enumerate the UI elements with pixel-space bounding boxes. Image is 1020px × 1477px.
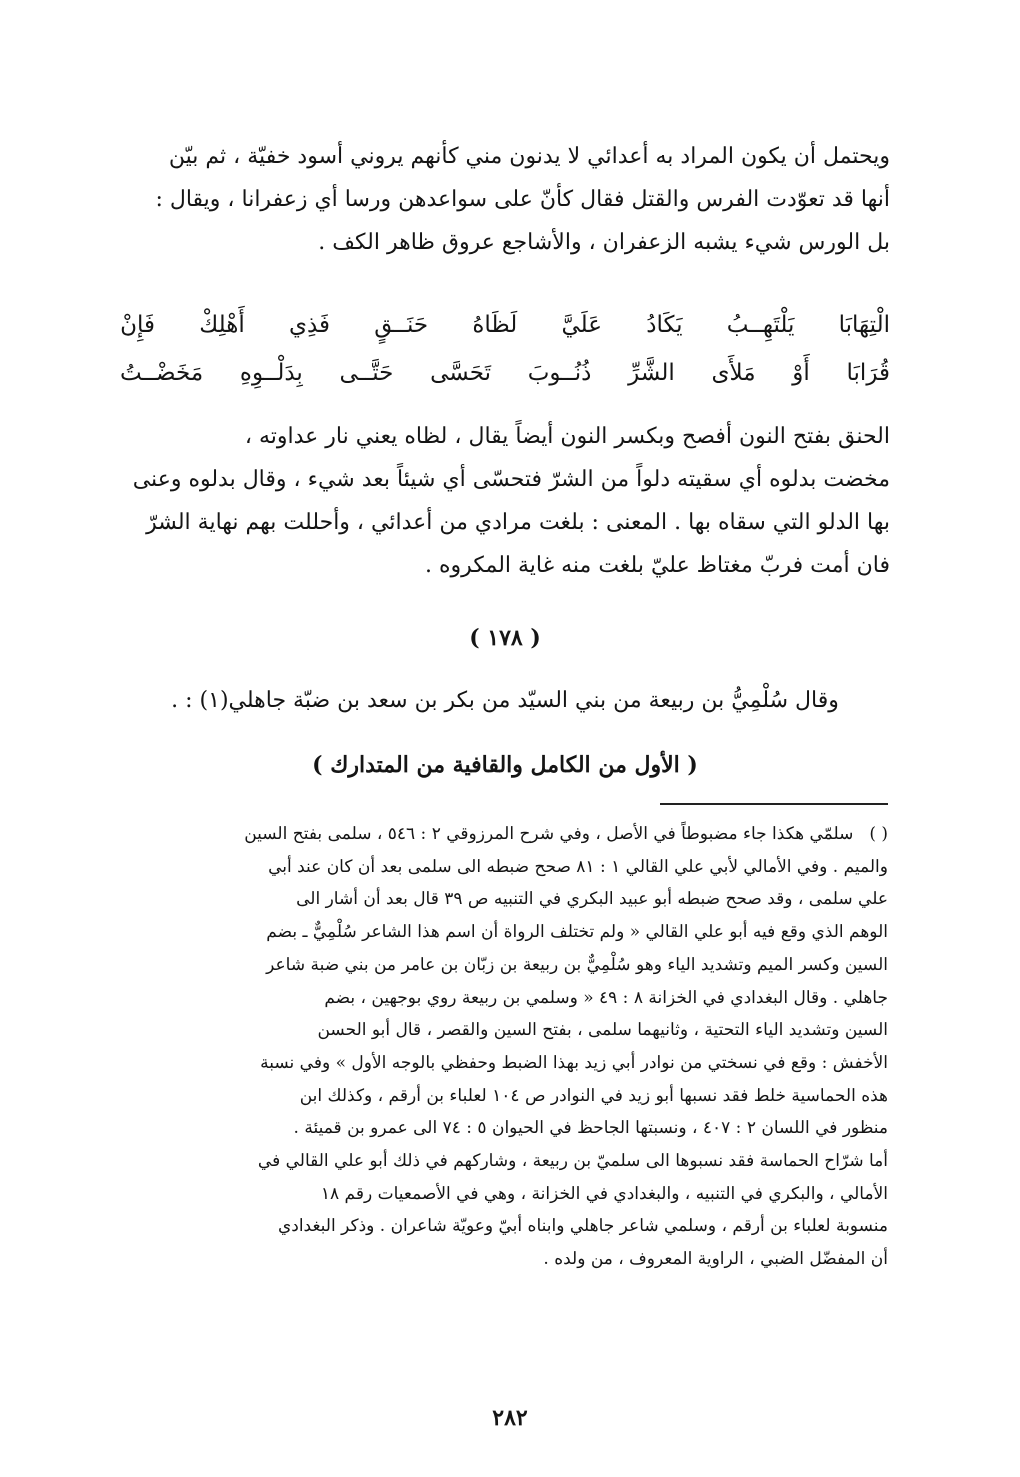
- verse-word: حَنَــقٍ: [374, 312, 429, 338]
- intro-paragraph: [120, 135, 890, 264]
- footnote-marker: ( ): [869, 824, 888, 844]
- page-number: ٢٨٢: [492, 1405, 528, 1431]
- text-line: أنها قد تعوّدت الفرس والقتل فقال كأنّ على سواعدهن ورسا أي زعفرانا ، ويقال :: [155, 187, 890, 212]
- footnote-line: أما شرّاح الحماسة فقد نسبوها الى سلميّ بن ربيعة ، وشاركهم في ذلك أبو علي القالي في: [257, 1151, 888, 1172]
- verse-word: الْتِهَابَا: [838, 312, 890, 338]
- text-line: ويحتمل أن يكون المراد به أعدائي لا يدنون مني كأنهم يروني أسود خفيّة ، ثم بيّن: [168, 144, 890, 169]
- verse-word: أَهْلِكْ: [199, 312, 245, 338]
- footnote-line: منسوبة لعلباء بن أرقم ، وسلمي شاعر جاهلي وابناه أبيّ وعويّة شاعران . وذكر البغدادي: [277, 1216, 888, 1237]
- verse-line-2: [120, 348, 890, 398]
- verse-word: الشَّرِّ: [628, 360, 675, 386]
- poem-number: ( ١٧٨ ): [469, 625, 541, 651]
- footnote-line: السين وكسر الميم وتشديد الياء وهو سُلْمِيٌّ بن ربيعة بن زبّان بن عامر من بني ضبة شاعر: [266, 954, 888, 975]
- footnote-line: الأخفش : وقع في نسختي من نوادر أبي زيد بهذا الضبط وحفظي بالوجه الأول » وفي نسبة: [260, 1052, 888, 1073]
- verse-word: قُرَابَا: [846, 360, 890, 386]
- verse-word: ذُنُــوبَ: [527, 360, 592, 386]
- footnote-line: الأمالي ، والبكري في التنبيه ، والبغدادي في الخزانة ، وهي في الأصمعيات رقم ١٨: [320, 1183, 888, 1204]
- verse-word: لَظَاهُ: [472, 312, 518, 338]
- footnote-line: الوهم الذي وقع فيه أبو علي القالي « ولم تختلف الرواة أن اسم هذا الشاعر سُلْمِيٌّ ـ بضم: [266, 922, 888, 943]
- text-line: بها الدلو التي سقاه بها . المعنى : بلغت مرادي من أعدائي ، وأحللت بهم نهاية الشرّ: [146, 510, 890, 535]
- commentary-paragraph: [120, 415, 890, 587]
- footnote-line: علي سلمى ، وقد صحح ضبطه أبو عبيد البكري في التنبيه ص ٣٩ قال بعد أن أشار الى: [296, 889, 888, 910]
- footnote-line: السين وتشديد الياء التحتية ، وثانيهما سلمى ، بفتح السين والقصر ، قال أبو الحسن: [317, 1020, 888, 1041]
- footnote-line: منظور في اللسان ٢ : ٤٠٧ ، ونسبتها الجاحظ في الحيوان ٥ : ٧٤ الى عمرو بن قميئة .: [293, 1118, 888, 1139]
- footnote-divider: [660, 803, 888, 805]
- meter-heading: ( الأول من الكامل والقافية من المتدارك ): [312, 752, 698, 778]
- verse-word: بِدَلْــوِهِ: [239, 360, 303, 386]
- text-line: الحنق بفتح النون أفصح وبكسر النون أيضاً يقال ، لظاه يعني نار عداوته ،: [244, 424, 890, 449]
- footnote-line: [128, 818, 888, 851]
- verse-word: أَوْ: [792, 360, 810, 386]
- verse-word: فَذِي: [288, 312, 331, 338]
- text-line: فان أمت فربّ مغتاظ عليّ بلغت منه غاية المكروه .: [425, 553, 890, 578]
- verse-line-1: [120, 300, 890, 350]
- footnote-line: والميم . وفي الأمالي لأبي علي القالي ١ : ٨١ صحح ضبطه الى سلمى بعد أن كان عند أبي: [268, 856, 888, 877]
- verse-word: حَتَّــى: [339, 360, 394, 386]
- footnote-line: جاهلي . وقال البغدادي في الخزانة ٨ : ٤٩ « وسلمي بن ربيعة روي بوجهين ، بضم: [324, 987, 888, 1008]
- verse-word: عَلَيَّ: [561, 312, 602, 338]
- verse-word: فَإِنْ: [120, 312, 156, 338]
- footnote-line: أن المفضّل الضبي ، الراوية المعروف ، من ولده .: [543, 1249, 888, 1270]
- verse-word: يَلْتَهِــبُ: [726, 312, 795, 338]
- text-line: مخضت بدلوه أي سقيته دلواً من الشرّ فتحسّى أي شيئاً بعد شيء ، وقال بدلوه وعنى: [132, 467, 890, 492]
- verse-word: مَخَضْــتُ: [120, 360, 204, 386]
- footnote: [128, 818, 888, 1276]
- verse-word: مَلأَى: [711, 360, 756, 386]
- text-line: بل الورس شيء يشبه الزعفران ، والأشاجع عروق ظاهر الكف .: [318, 230, 890, 255]
- verse-word: تَحَسَّى: [430, 360, 492, 386]
- verse-word: يَكَادُ: [646, 312, 683, 338]
- footnote-line: هذه الحماسية خلط فقد نسبها أبو زيد في النوادر ص ١٠٤ لعلباء بن أرقم ، وكذلك ابن: [299, 1085, 888, 1106]
- footnote-text: سلمّي هكذا جاء مضبوطاً في الأصل ، وفي شرح المرزوقي ٢ : ٥٤٦ ، سلمى بفتح السين: [244, 824, 854, 844]
- poem-attribution: وقال سُلْمِيُّ بن ربيعة من بني السيّد من بكر بن سعد بن ضبّة جاهلي(١) : .: [171, 688, 839, 713]
